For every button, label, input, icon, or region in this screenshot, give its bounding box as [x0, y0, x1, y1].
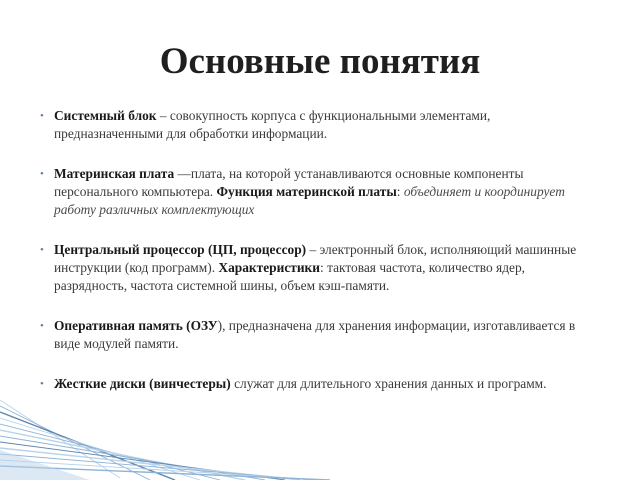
decorative-corner-stripes [0, 390, 640, 480]
separator: — [174, 166, 191, 181]
separator-secondary: : [396, 184, 404, 199]
decorative-corner-shade [0, 450, 90, 480]
stripe-group [0, 400, 330, 480]
bullet-icon: • [40, 320, 44, 332]
term: Материнская плата [54, 166, 175, 181]
term: Системный блок [54, 108, 157, 123]
decorative-stripe [0, 454, 312, 480]
separator: – [306, 242, 320, 257]
separator: – [156, 108, 170, 123]
description: плата, на которой устанавливаются основные компоненты персонального компьютера. [54, 166, 524, 199]
bullet-icon: • [40, 378, 44, 390]
bullet-list [40, 107, 600, 393]
decorative-stripe [0, 424, 220, 480]
list-item-system-unit [40, 107, 600, 143]
separator: ), [217, 318, 229, 333]
decorative-stripe [0, 442, 285, 480]
bullet-icon: • [40, 244, 44, 256]
term: Жесткие диски (винчестеры) [54, 376, 231, 391]
description: служат для длительного хранения данных и программ. [234, 376, 547, 391]
list-item-ram [40, 317, 600, 353]
italic-description: объединяет и координирует работу различных комплектующих [54, 184, 565, 217]
separator-secondary: : [319, 260, 328, 275]
description: предназначена для хранения информации, изготавливается в виде модулей памяти. [54, 318, 576, 351]
decorative-stripe [0, 418, 200, 480]
list-item-motherboard [40, 165, 600, 219]
slide-title: Основные понятия [159, 41, 481, 82]
decorative-stripe [0, 466, 330, 480]
list-item-cpu [40, 241, 600, 295]
description: электронный блок, исполняющий машинные инструкции (код программ). [54, 242, 577, 275]
description: совокупность корпуса с функциональными элементами, предназначенными для обработки информации. [54, 108, 491, 141]
decorative-stripe [0, 412, 175, 480]
decorative-stripe [0, 406, 150, 480]
list-item-hard-drives [40, 375, 600, 393]
term-secondary: Характеристики [218, 260, 320, 275]
decorative-stripe [0, 460, 322, 480]
term-secondary: Функция материнской платы [216, 184, 397, 199]
term: Оперативная память (ОЗУ [54, 318, 218, 333]
bullet-icon: • [40, 110, 44, 122]
decorative-stripe [0, 448, 300, 480]
term: Центральный процессор (ЦП, процессор) [54, 242, 307, 257]
decorative-stripe [0, 430, 245, 480]
bullet-icon: • [40, 168, 44, 180]
description-secondary: тактовая частота, количество ядер, разрядность, частота системной шины, объем кэш-памяти. [54, 260, 526, 293]
decorative-stripe [0, 400, 120, 478]
decorative-stripe [0, 436, 265, 480]
